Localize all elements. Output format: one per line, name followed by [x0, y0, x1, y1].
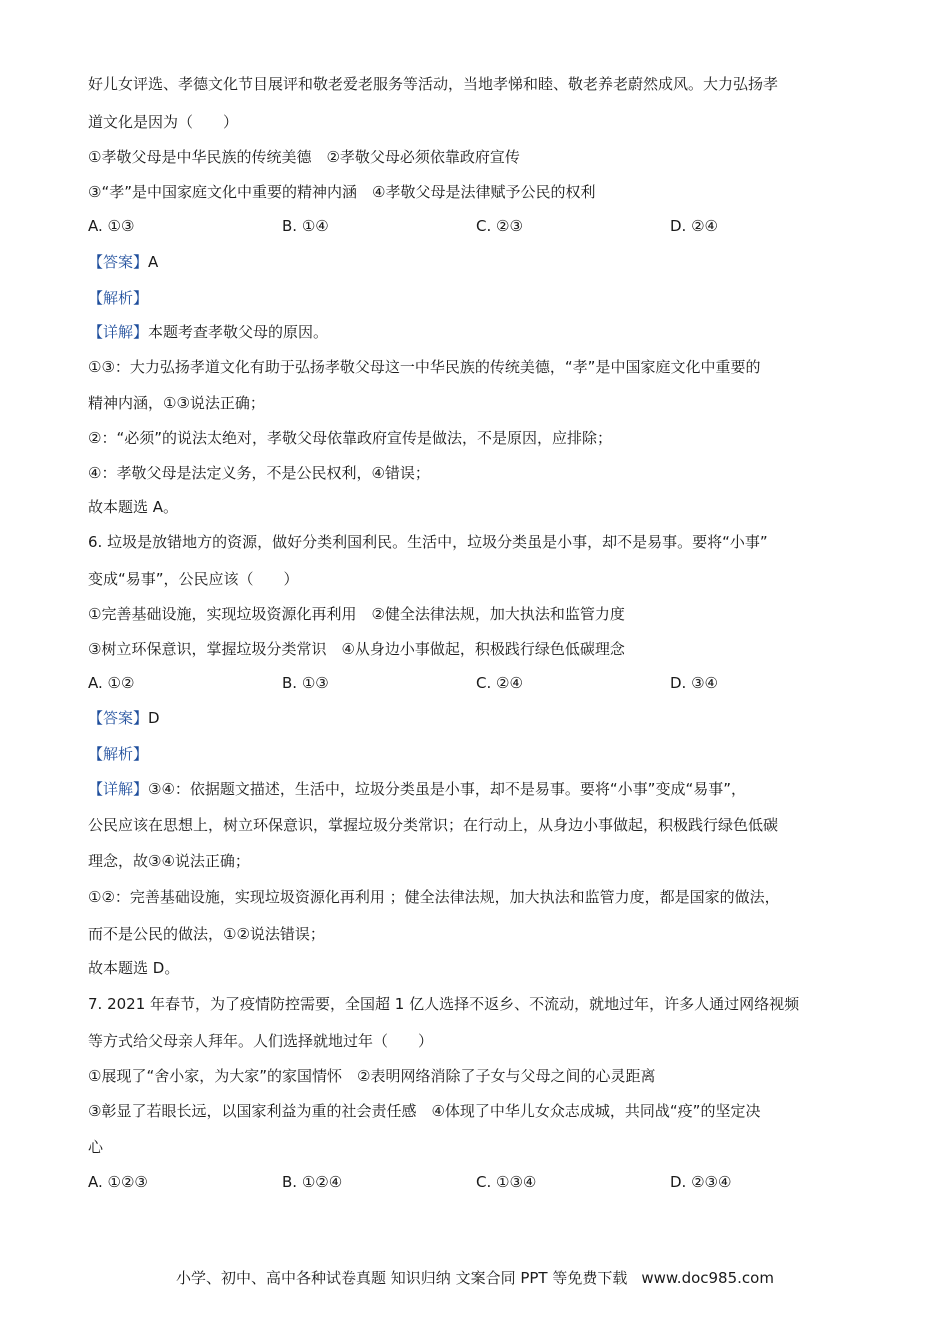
detail-text: ③④：依据题文描述，生活中，垃圾分类虽是小事，却不是易事。要将“小事”变成“易事”， [148, 780, 746, 798]
q6-detail-line-6: 故本题选 D。 [88, 959, 180, 977]
q6-option-c: C. ②④ [476, 674, 523, 692]
answer-tag: 【答案】 [88, 709, 149, 727]
q6-option-b: B. ①③ [282, 674, 329, 692]
q6-statement-2: ③树立环保意识，掌握垃圾分类常识 ④从身边小事做起，积极践行绿色低碳理念 [88, 640, 625, 658]
q5-detail-line-1 [88, 322, 870, 342]
detail-tag: 【详解】 [88, 780, 149, 798]
q6-analysis-tag: 【解析】 [88, 745, 149, 763]
q7-option-d: D. ②③④ [670, 1173, 732, 1191]
q6-detail-line-3: 理念，故③④说法正确； [88, 852, 250, 870]
q6-stem-line-2: 变成“易事”，公民应该（ ） [88, 570, 299, 588]
q6-option-d: D. ③④ [670, 674, 718, 692]
q5-option-c: C. ②③ [476, 217, 523, 235]
q5-stem-line-1: 好儿女评选、孝德文化节目展评和敬老爱老服务等活动，当地孝悌和睦、敬老养老蔚然成风。大力弘扬孝 [88, 75, 779, 93]
q5-option-b: B. ①④ [282, 217, 329, 235]
answer-value: A [148, 253, 159, 271]
q7-statement-1: ①展现了“舍小家，为大家”的家国情怀 ②表明网络消除了子女与父母之间的心灵距离 [88, 1067, 656, 1085]
q6-detail-line-1 [88, 779, 870, 799]
q6-answer [88, 708, 870, 728]
q5-statement-2: ③“孝”是中国家庭文化中重要的精神内涵 ④孝敬父母是法律赋予公民的权利 [88, 183, 596, 201]
q7-option-c: C. ①③④ [476, 1173, 537, 1191]
q7-statement-2-wrap: 心 [88, 1138, 104, 1156]
footer-text: 小学、初中、高中各种试卷真题 知识归纳 文案合同 PPT 等免费下载 [176, 1269, 628, 1287]
q5-detail-line-6: 故本题选 A。 [88, 498, 179, 516]
q7-stem-line-2: 等方式给父母亲人拜年。人们选择就地过年（ ） [88, 1032, 434, 1050]
q5-detail-line-5: ④：孝敬父母是法定义务，不是公民权利，④错误； [88, 464, 430, 482]
answer-tag: 【答案】 [88, 253, 149, 271]
answer-value: D [148, 709, 160, 727]
detail-tag: 【详解】 [88, 323, 149, 341]
q7-options [88, 1172, 868, 1192]
q6-detail-line-5: 而不是公民的做法，①②说法错误； [88, 925, 325, 943]
q5-detail-line-2: ①③：大力弘扬孝道文化有助于弘扬孝敬父母这一中华民族的传统美德，“孝”是中国家庭文化中重要的 [88, 358, 761, 376]
q6-statement-1: ①完善基础设施，实现垃圾资源化再利用 ②健全法律法规，加大执法和监管力度 [88, 605, 625, 623]
page-footer [0, 1268, 950, 1288]
q5-options [88, 216, 868, 236]
q7-statement-2: ③彰显了若眼长远，以国家利益为重的社会责任感 ④体现了中华儿女众志成城，共同战“疫”的坚定决 [88, 1102, 761, 1120]
q7-option-b: B. ①②④ [282, 1173, 343, 1191]
q5-detail-line-3: 精神内涵，①③说法正确； [88, 394, 265, 412]
q5-stem-line-2: 道文化是因为（ ） [88, 113, 239, 131]
q5-analysis-tag: 【解析】 [88, 289, 149, 307]
detail-text: 本题考查孝敬父母的原因。 [148, 323, 329, 341]
footer-link[interactable]: www.doc985.com [641, 1269, 774, 1287]
q6-option-a: A. ①② [88, 674, 135, 692]
q5-detail-line-4: ②：“必须”的说法太绝对，孝敬父母依靠政府宣传是做法，不是原因，应排除； [88, 429, 612, 447]
q7-option-a: A. ①②③ [88, 1173, 148, 1191]
q5-statement-1: ①孝敬父母是中华民族的传统美德 ②孝敬父母必须依靠政府宣传 [88, 148, 520, 166]
q6-detail-line-2: 公民应该在思想上，树立环保意识，掌握垃圾分类常识；在行动上，从身边小事做起，积极践行绿色低碳 [88, 816, 779, 834]
q6-stem-line-1: 6. 垃圾是放错地方的资源，做好分类利国利民。生活中，垃圾分类虽是小事，却不是易事。要将“小事” [88, 533, 768, 551]
q7-stem-line-1: 7. 2021 年春节，为了疫情防控需要，全国超 1 亿人选择不返乡、不流动，就地过年，许多人通过网络视频 [88, 995, 800, 1013]
q5-option-d: D. ②④ [670, 217, 718, 235]
q5-answer [88, 252, 870, 272]
q5-option-a: A. ①③ [88, 217, 135, 235]
q6-options [88, 673, 868, 693]
q6-detail-line-4: ①②：完善基础设施，实现垃圾资源化再利用 ；健全法律法规，加大执法和监管力度，都是国家的做法， [88, 888, 780, 906]
